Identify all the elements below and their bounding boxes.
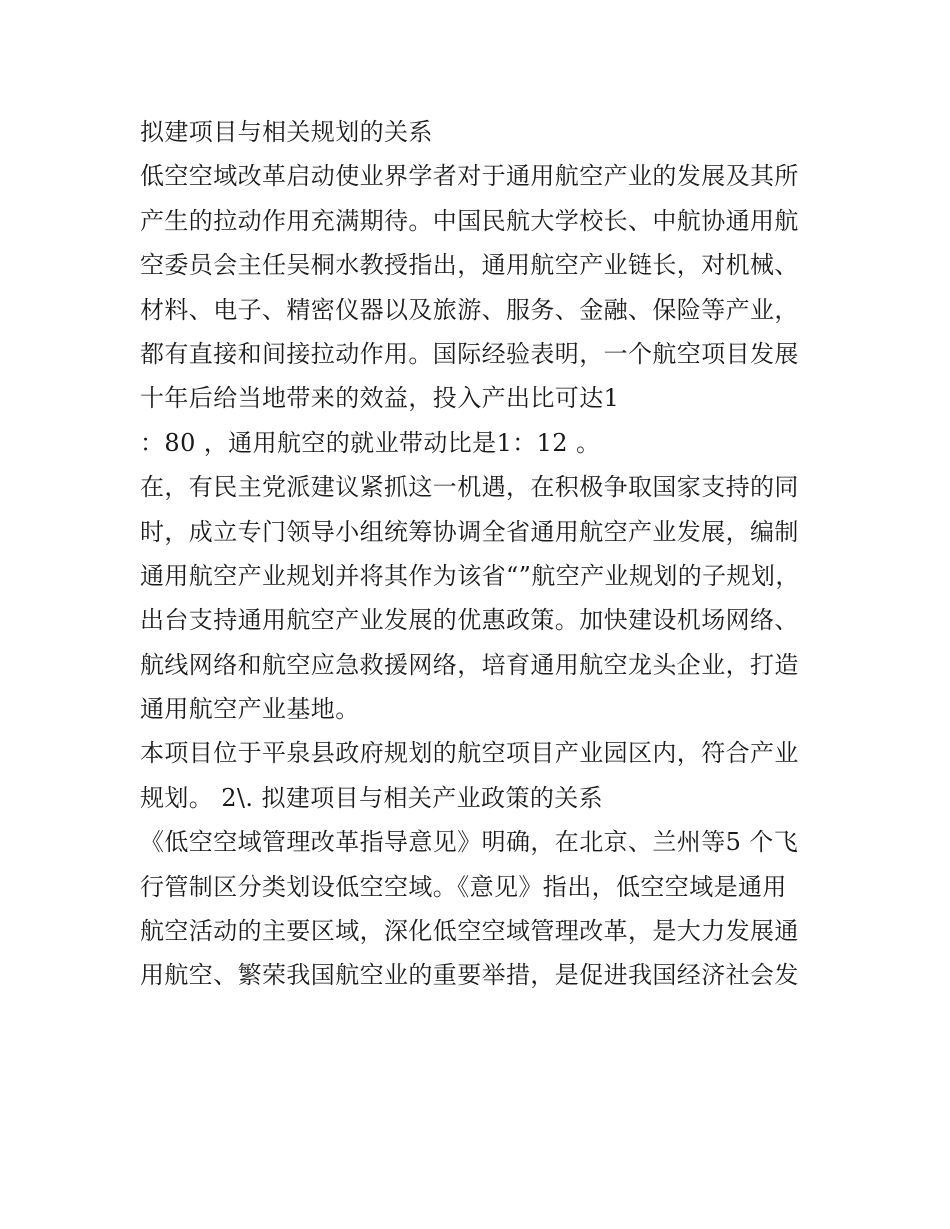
text-line: 本项目位于平泉县政府规划的航空项目产业园区内，符合产业 [140,739,799,768]
text-line: 材料、电子、精密仪器以及旅游、服务、金融、保险等产业， [140,295,799,324]
text-line: 通用航空产业基地。 [140,695,360,724]
text-line: 《低空空域管理改革指导意见》明确，在北京、兰州等5 个飞 [140,828,799,857]
text-line: 规划。 2\. 拟建项目与相关产业政策的关系 [140,783,604,812]
text-line: 航线网络和航空应急救援网络，培育通用航空龙头企业，打造 [140,650,799,679]
text-line: 空委员会主任吴桐水教授指出，通用航空产业链长，对机械、 [140,251,799,280]
text-line: 通用航空产业规划并将其作为该省“”航空产业规划的子规划， [140,561,800,590]
text-line: 用航空、繁荣我国航空业的重要举措，是促进我国经济社会发 [140,961,799,990]
document-body [140,110,820,998]
section-heading: 拟建项目与相关规划的关系 [140,118,433,146]
text-line: 航空活动的主要区域，深化低空空域管理改革，是大力发展通 [140,917,799,946]
text-line: 在，有民主党派建议紧抓这一机遇，在积极争取国家支持的同 [140,473,799,502]
text-line: 行管制区分类划设低空空域。《意见》指出，低空空域是通用 [140,872,787,901]
text-line: 低空空域改革启动使业界学者对于通用航空产业的发展及其所 [140,162,799,191]
text-line: ：80 ，通用航空的就业带动比是1：12 。 [140,428,601,457]
text-line: 十年后给当地带来的效益，投入产出比可达1 [140,384,620,413]
text-line: 都有直接和间接拉动作用。国际经验表明，一个航空项目发展 [140,339,799,368]
text-line: 产生的拉动作用充满期待。中国民航大学校长、中航协通用航 [140,206,799,235]
text-line: 出台支持通用航空产业发展的优惠政策。加快建设机场网络、 [140,606,799,635]
text-line: 时，成立专门领导小组统筹协调全省通用航空产业发展，编制 [140,517,799,546]
